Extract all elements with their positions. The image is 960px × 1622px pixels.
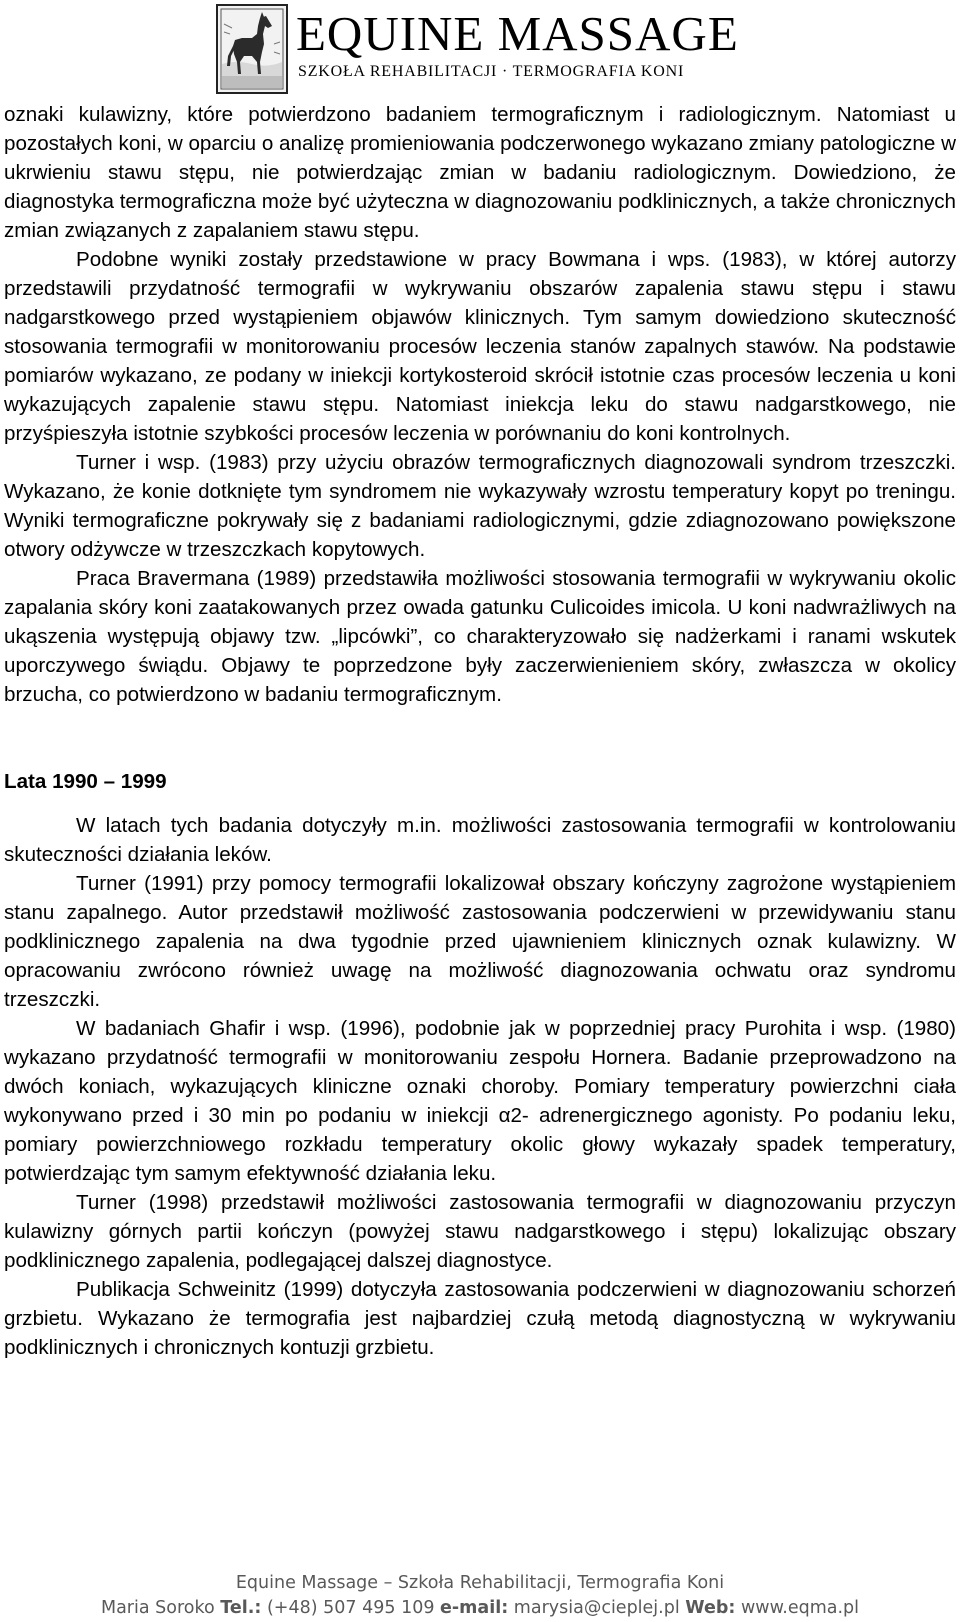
spacer [4,709,956,767]
footer-contact [0,1596,960,1621]
footer-tel-value[interactable]: (+48) 507 495 109 [266,1598,435,1618]
brand-tagline: SZKOŁA REHABILITACJI · TERMOGRAFIA KONI [298,63,685,80]
footer-web-link[interactable]: www.eqma.pl [740,1598,860,1618]
footer-web-label: Web: [685,1598,736,1618]
document-body [4,100,956,1362]
page-header [0,0,960,98]
paragraph: W latach tych badania dotyczyły m.in. możliwości zastosowania termografii w kontrolowaniu skuteczności działania leków. [4,814,956,866]
footer-company: Equine Massage – Szkoła Rehabilitacji, Termografia Koni [235,1573,725,1593]
paragraph: Praca Bravermana (1989) przedstawiła możliwości stosowania termografii w wykrywaniu okolic zapalania skóry koni zaatakowanych przez owada gatunku Culicoides imicola. U koni nadwrażliwych na ukąszenia występują objawy tzw. „lipcówki”, co charakteryzowało się nadżerkami i ranami wskutek uporczywego świądu. Objawy te poprzedzone były zaczerwienieniem skóry, zwłaszcza w okolicy brzucha, co potwierdzono w badaniu termograficznym. [4,567,956,706]
paragraph: Podobne wyniki zostały przedstawione w pracy Bowmana i wps. (1983), w której autorzy przedstawili przydatność termografii w wykrywaniu obszarów zapalenia stawu stępu i stawu nadgarstkowego przed wystąpieniem objawów klinicznych. Tym samym dowiedziono skuteczność stosowania termografii w monitorowaniu procesów leczenia stanów zapalnych stawów. Na podstawie pomiarów wykazano, ze podany w iniekcji kortykosteroid skrócił istotnie czas procesów leczenia u koni wykazujących zapalenie stawu stępu. Natomiast iniekcja leku do stawu nadgarstkowego, nie przyśpieszyła istotnie szybkości procesów leczenia w porównaniu do koni kontrolnych. [4,248,956,445]
paragraph: oznaki kulawizny, które potwierdzono badaniem termograficznym i radiologicznym. Natomiast u pozostałych koni, w oparciu o analizę promieniowania podczerwonego wykazano zmiany patologiczne w ukrwieniu stawu stępu, nie potwierdzając zmian w badaniu radiologicznym. Dowiedziono, że diagnostyka termograficzna może być użyteczna w diagnozowaniu podklinicznych, a także chronicznych zmian związanych z zapalaniem stawu stępu. [4,103,956,242]
paragraph: Turner (1998) przedstawił możliwości zastosowania termografii w diagnozowaniu przyczyn kulawizny górnych partii kończyn (powyżej stawu nadgarstkowego i stępu) lokalizując obszary podklinicznego zapalenia, podlegającej dalszej diagnostyce. [4,1191,956,1272]
paragraph: Turner i wsp. (1983) przy użyciu obrazów termograficznych diagnozowali syndrom trzeszczki. Wykazano, że konie dotknięte tym syndromem nie wykazywały wzrostu temperatury kopyt po treningu. Wyniki termograficzne pokrywały się z badaniami radiologicznymi, gdzie zdiagnozowano powiększone otwory odżywcze w trzeszczkach kopytowych. [4,451,956,561]
footer-name: Maria Soroko [100,1598,215,1618]
section-heading: Lata 1990 – 1999 [4,770,167,793]
horse-engraving-icon [216,4,288,94]
paragraph: W badaniach Ghafir i wsp. (1996), podobnie jak w poprzedniej pracy Purohita i wsp. (1980) wykazano przydatność termografii w monitorowaniu zespołu Hornera. Badanie przeprowadzono na dwóch koniach, wykazujących kliniczne oznaki choroby. Pomiary temperatury powierzchni ciała wykonywano przed i 30 min po podaniu w iniekcji α2- adrenergicznego agonisty. Po podaniu leku, pomiary powierzchniowego rozkładu temperatury okolic głowy wykazały spadek temperatury, potwierdzając tym samym efektywność działania leku. [4,1017,956,1185]
paragraph: Publikacja Schweinitz (1999) dotyczyła zastosowania podczerwieni w diagnozowaniu schorzeń grzbietu. Wykazano że termografia jest najbardziej czułą metodą diagnostyczną w wykrywaniu podklinicznych i chronicznych kontuzji grzbietu. [4,1278,956,1359]
footer-tel-label: Tel.: [220,1598,262,1618]
footer-email-label: e-mail: [440,1598,509,1618]
paragraph: Turner (1991) przy pomocy termografii lokalizował obszary kończyny zagrożone wystąpieniem stanu zapalnego. Autor przedstawił możliwość zastosowania podczerwieni w przewidywaniu stanu podklinicznego zapalenia na dwa tygodnie przed ujawnieniem klinicznych oznak kulawizny. W opracowaniu zwrócono również uwagę na możliwość diagnozowania ochwatu oraz syndromu trzeszczki. [4,872,956,1011]
brand-name: EQUINE MASSAGE [296,6,739,61]
footer-email-link[interactable]: marysia@cieplej.pl [513,1598,680,1618]
spacer [4,796,956,811]
page-footer [0,1571,960,1621]
